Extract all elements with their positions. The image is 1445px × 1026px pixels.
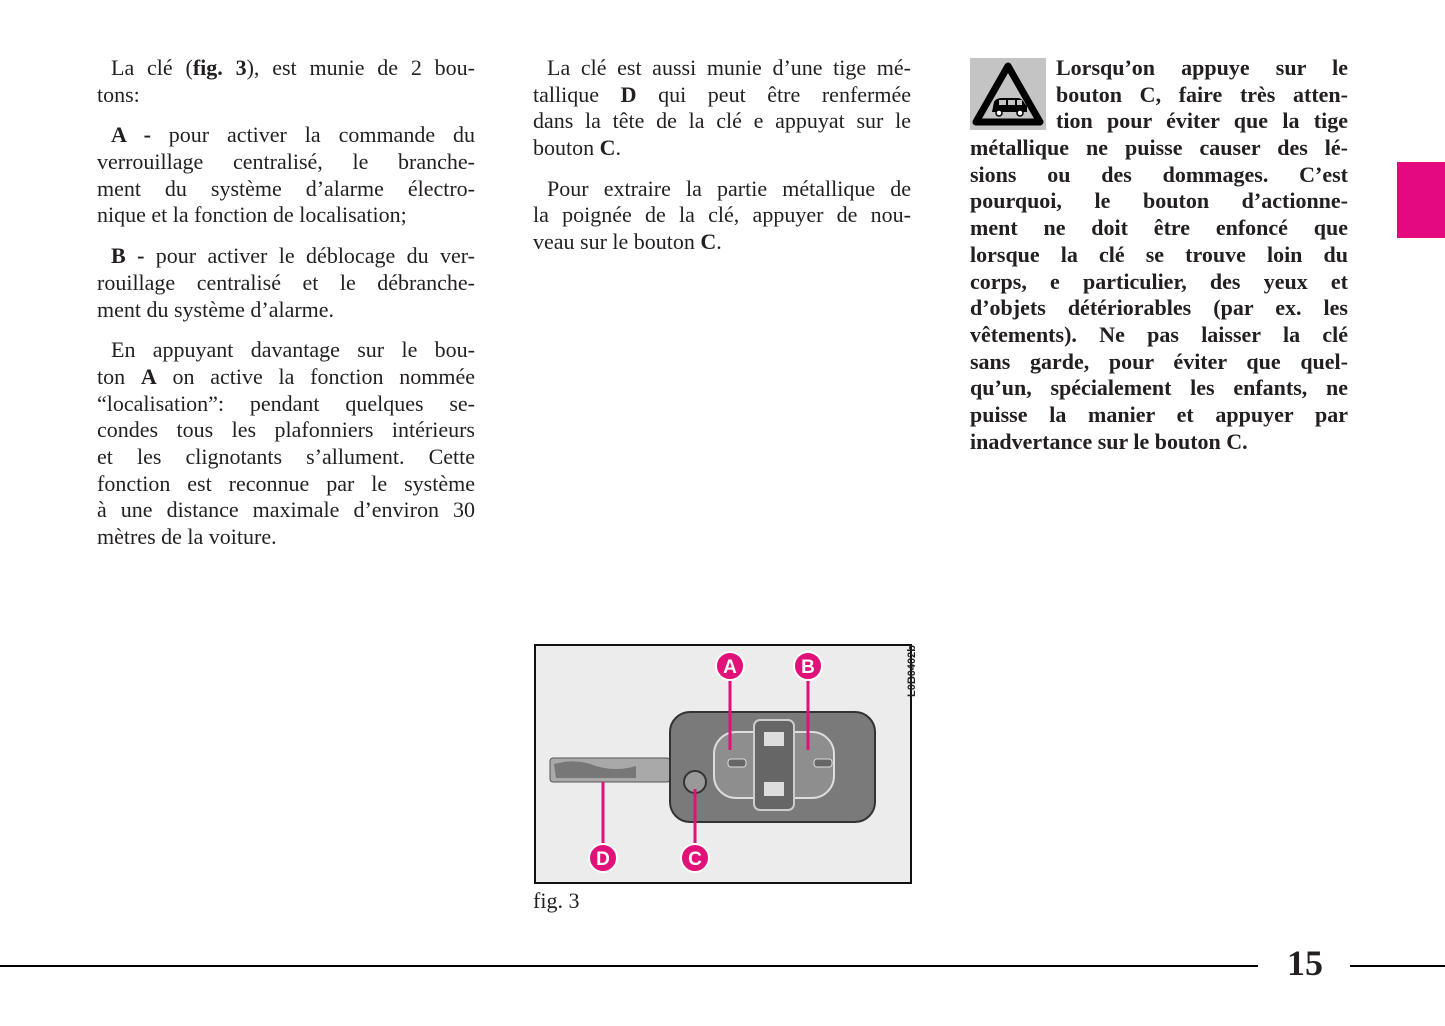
paragraph [533,55,911,162]
footer-rule-right [1350,965,1445,967]
text: fonction est reconnue par le système [97,470,475,496]
paragraph [97,55,475,108]
text-line [533,55,911,82]
text: ment du système d’alarme électro- [97,175,475,201]
svg-text:C: C [688,849,702,870]
text-line [97,417,475,444]
text-line [97,444,475,471]
text-line [97,391,475,418]
text: pourquoi, le bouton d’actionne- [970,188,1348,214]
text: pour activer le déblocage du ver- [144,243,475,269]
text: lorsque la clé se trouve loin du [970,241,1348,267]
svg-text:B: B [801,657,815,678]
text: corps, e particulier, des yeux et [970,268,1348,294]
bold-text: A - [111,122,151,148]
text-line [533,229,911,256]
text: dans la tête de la clé e appuyat sur le [533,108,911,134]
callout-b [794,652,822,750]
text-line [970,349,1348,376]
figure-key [534,644,912,884]
figure-code: L0B0402b [906,645,918,697]
text-line [533,108,911,135]
text-line [970,55,1348,82]
text: Lorsqu’on appuye sur le [1056,55,1348,80]
callout-a [716,652,744,750]
svg-text:D: D [596,849,610,870]
bold-text: C [599,135,616,161]
text: La clé est aussi munie d’une tige mé- [547,55,911,80]
bold-text: A [140,363,157,389]
text-line [97,524,475,551]
text: inadvertance sur le bouton C. [970,428,1248,454]
text-line [970,215,1348,242]
paragraph [970,55,1348,455]
text-line [970,322,1348,349]
text-line [97,149,475,176]
text-line [97,364,475,391]
text: bouton C, faire très atten- [1056,81,1348,107]
text: ), est munie de 2 bou- [246,55,475,80]
text-line [970,242,1348,269]
text: ton [97,363,141,389]
text: sions ou des dommages. C’est [970,161,1348,187]
bold-text: D [620,81,637,107]
text-line [97,122,475,149]
text: nique et la fonction de localisation; [97,202,407,228]
callout-d [589,782,617,872]
text: mètres de la voiture. [97,524,277,549]
text: tallique [533,81,621,107]
callout-c [681,789,709,872]
text-line [97,471,475,498]
text-line [97,497,475,524]
text-line [970,402,1348,429]
warning-text [970,55,1348,469]
text: veau sur le bouton [533,229,701,255]
text-line [97,202,475,229]
text: condes tous les plafonniers intérieurs [97,417,475,443]
text-line [533,135,911,162]
text: qu’un, spécialement les enfants, ne [970,375,1348,401]
bold-text: B - [111,243,145,269]
text-line [533,202,911,229]
footer-rule-left [0,965,1258,967]
paragraph [97,243,475,323]
text-line [970,162,1348,189]
text-line [97,176,475,203]
text: d’objets détériorables (par ex. les [970,295,1348,321]
text: pour activer la commande du [150,122,475,148]
text: tion pour éviter que la tige [1056,108,1348,134]
text: “localisation”: pendant quelques se- [97,390,475,416]
svg-text:A: A [723,657,737,678]
text: verrouillage centralisé, le branche- [97,149,475,175]
text-line [97,297,475,324]
text: et les clignotants s’allument. Cette [97,443,475,469]
text: En appuyant davantage sur le bou- [111,337,475,363]
bold-text: fig. 3 [192,55,247,80]
text: métallique ne puisse causer des lé- [970,135,1348,161]
text-line [533,82,911,109]
text: ment du système d’alarme. [97,296,335,322]
paragraph [97,337,475,551]
page-number: 15 [1287,943,1323,983]
text: qui peut être renfermée [636,81,912,107]
text-line [970,82,1348,109]
bold-text: C [700,229,717,255]
text-line [970,135,1348,162]
paragraph [97,122,475,229]
text-line [97,55,475,82]
text: ment ne doit être enfoncé que [970,215,1348,241]
text-line [97,337,475,364]
text: . [615,135,622,161]
figure-caption: fig. 3 [533,888,580,913]
text: on active la fonction nommée [156,363,475,389]
text-line [970,375,1348,402]
text-line [533,176,911,203]
text-line [97,243,475,270]
text: la poignée de la clé, appuyer de nou- [533,202,911,228]
text: La clé ( [111,55,193,80]
text-line [970,108,1348,135]
text-line [97,270,475,297]
text: . [716,229,722,255]
paragraph [533,176,911,256]
text-line [970,295,1348,322]
text: sans garde, pour éviter que quel- [970,348,1348,374]
text: à une distance maximale d’environ 30 [97,497,475,523]
text-line [97,82,475,109]
text-line [970,188,1348,215]
text: tons: [97,81,140,107]
text: Pour extraire la partie métallique de [547,175,911,201]
text-line [970,269,1348,296]
section-tab [1397,162,1445,238]
text: vêtements). Ne pas laisser la clé [970,321,1348,347]
text: bouton [533,135,600,161]
text-line [970,429,1348,456]
text: puisse la manier et appuyer par [970,401,1348,427]
column-2 [533,55,911,270]
column-1 [97,55,475,565]
text: rouillage centralisé et le débranche- [97,269,475,295]
